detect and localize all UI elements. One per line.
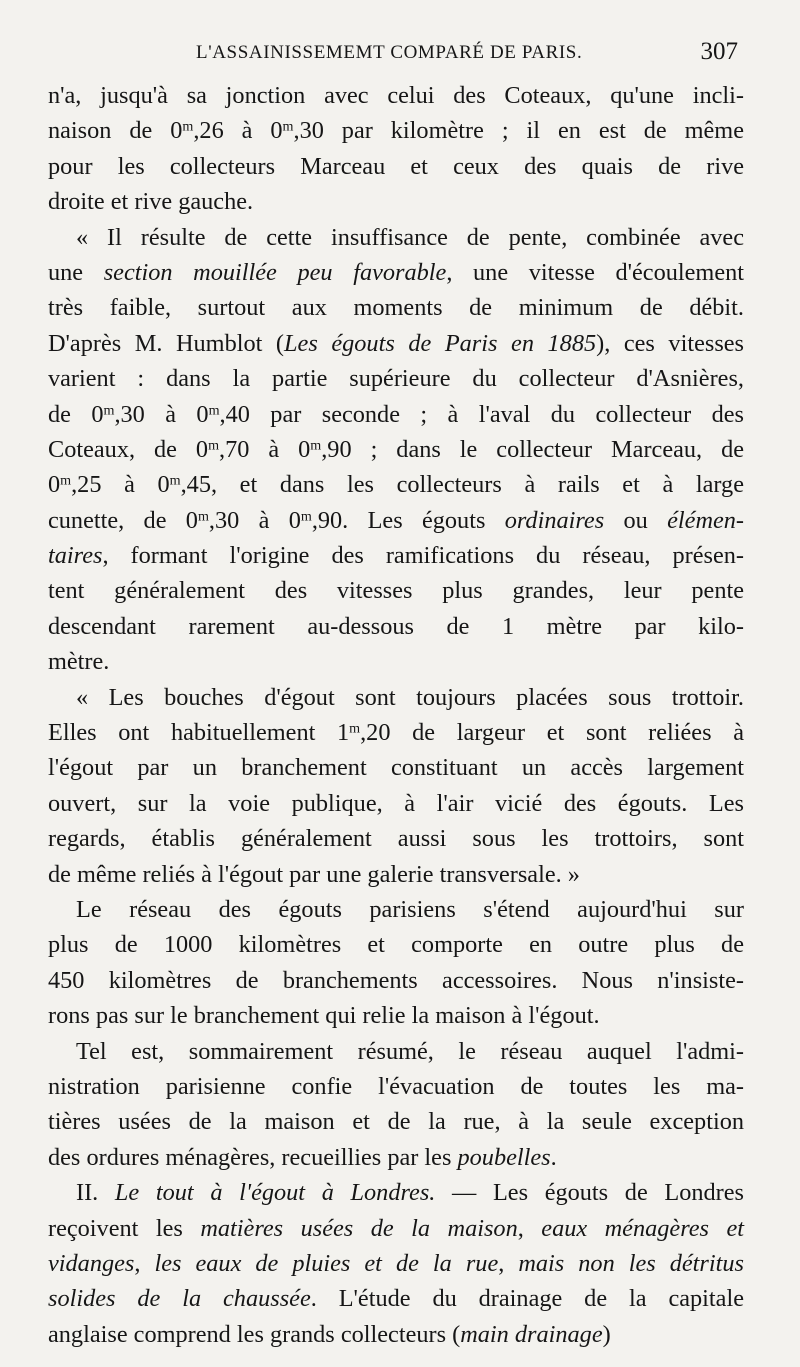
text-line — [48, 149, 744, 184]
text-segment: ,20 de largeur et sont reliées à — [360, 719, 744, 747]
italic-text: élémen- — [667, 506, 745, 534]
text-line — [48, 290, 744, 325]
italic-text: Les égouts de Paris en 1885 — [284, 329, 597, 357]
text-line — [48, 573, 744, 608]
text-segment: regards, établis généralement aussi sous les trottoirs, sont — [48, 825, 744, 853]
text-line — [48, 1246, 744, 1281]
text-line — [48, 609, 744, 644]
text-line — [48, 786, 744, 821]
text-line — [48, 1034, 744, 1069]
text-segment: de même reliés à l'égout par une galerie transversale. » — [48, 860, 580, 888]
unit-superscript: m — [208, 401, 220, 418]
unit-superscript: m — [300, 507, 312, 524]
text-segment: , — [517, 1214, 542, 1242]
text-segment: de 0 — [48, 400, 104, 428]
text-line — [48, 1104, 744, 1139]
text-line — [48, 220, 744, 255]
unit-superscript: m — [310, 437, 322, 454]
text-segment: droite et rive gauche. — [48, 188, 254, 216]
unit-superscript: m — [349, 720, 361, 737]
body-text — [48, 78, 744, 1352]
text-line — [48, 998, 744, 1033]
text-segment: ,45, et dans les collecteurs à rails et à large — [180, 471, 744, 499]
text-segment: , formant l'origine des ramifications du réseau, présen- — [102, 542, 744, 570]
text-segment: ,26 à 0 — [193, 117, 283, 145]
italic-text: les eaux de pluies et de la rue — [154, 1249, 499, 1277]
text-segment: tent généralement des vitesses plus grandes, leur pente — [48, 577, 744, 605]
text-line — [48, 1140, 744, 1175]
text-line — [48, 750, 744, 785]
text-segment: , une vitesse d'écoulement — [446, 258, 745, 286]
text-segment: mètre. — [48, 648, 110, 676]
text-line — [48, 927, 744, 962]
text-segment: 0 — [48, 471, 61, 499]
text-segment: ), ces vitesses — [596, 329, 745, 357]
text-segment: très faible, surtout aux moments de minimum de débit. — [48, 294, 744, 322]
italic-text: main drainage — [460, 1320, 603, 1348]
unit-superscript: m — [169, 472, 181, 489]
text-segment: une — [48, 258, 104, 286]
text-line — [48, 1281, 744, 1316]
text-segment: naison de 0 — [48, 117, 183, 145]
text-line — [48, 326, 744, 361]
text-segment: « Les bouches d'égout sont toujours placées sous trottoir. — [76, 683, 744, 711]
text-segment: , — [134, 1249, 155, 1277]
unit-superscript: m — [60, 472, 72, 489]
unit-superscript: m — [197, 507, 209, 524]
text-line — [48, 963, 744, 998]
page-number: 307 — [700, 38, 738, 65]
text-segment: ,90 ; dans le collecteur Marceau, de — [321, 435, 745, 463]
italic-text: Le tout à l'égout à Londres. — [114, 1179, 436, 1207]
text-segment: « Il résulte de cette insuffisance de pente, combinée avec — [76, 223, 744, 251]
italic-text: vidanges — [48, 1249, 135, 1277]
text-segment: Tel est, sommairement résumé, le réseau auquel l'admi- — [76, 1037, 744, 1065]
text-segment: cunette, de 0 — [48, 506, 198, 534]
text-line — [48, 432, 744, 467]
text-segment: , — [498, 1249, 519, 1277]
text-line — [48, 255, 744, 290]
text-segment: ouvert, sur la voie publique, à l'air vicié des égouts. Les — [48, 789, 744, 817]
text-line — [48, 184, 744, 219]
unit-superscript: m — [208, 437, 220, 454]
text-segment: ,30 à 0 — [114, 400, 209, 428]
text-segment: rons pas sur le branchement qui relie la maison à l'égout. — [48, 1002, 600, 1030]
text-segment: ,25 à 0 — [71, 471, 170, 499]
text-line — [48, 361, 744, 396]
text-line — [48, 680, 744, 715]
text-segment: Coteaux, de 0 — [48, 435, 209, 463]
italic-text: ordinaires — [504, 506, 605, 534]
text-segment: II. — [76, 1179, 115, 1207]
text-line — [48, 1069, 744, 1104]
unit-superscript: m — [103, 401, 115, 418]
text-segment: varient : dans la partie supérieure du collecteur d'Asnières, — [48, 365, 744, 393]
text-segment: Le réseau des égouts parisiens s'étend aujourd'hui sur — [76, 895, 744, 923]
text-segment: — Les égouts de Londres — [435, 1179, 745, 1207]
text-line — [48, 644, 744, 679]
text-segment: ,30 par kilomètre ; il en est de même — [293, 117, 744, 145]
text-segment: ,90. Les égouts — [311, 506, 505, 534]
text-segment: anglaise comprend les grands collecteurs ( — [48, 1320, 461, 1348]
text-line — [48, 113, 744, 148]
italic-text: solides de la chaussée — [48, 1285, 311, 1313]
running-head: L'ASSAINISSEMEMT COMPARÉ DE PARIS. — [196, 42, 583, 63]
text-line — [48, 892, 744, 927]
page-header — [48, 38, 738, 70]
text-segment: ou — [604, 506, 668, 534]
text-segment: l'égout par un branchement constituant un accès largement — [48, 754, 744, 782]
text-segment: des ordures ménagères, recueillies par les — [48, 1143, 458, 1171]
text-line — [48, 538, 744, 573]
italic-text: poubelles — [457, 1143, 551, 1171]
text-line — [48, 78, 744, 113]
text-segment: 450 kilomètres de branchements accessoires. Nous n'insiste- — [48, 966, 744, 994]
text-segment: plus de 1000 kilomètres et comporte en outre plus de — [48, 931, 744, 959]
text-segment: Elles ont habituellement 1 — [48, 719, 350, 747]
text-line — [48, 821, 744, 856]
text-segment: ) — [602, 1320, 611, 1348]
unit-superscript: m — [282, 118, 294, 135]
text-segment: . L'étude du drainage de la capitale — [310, 1285, 744, 1313]
text-segment: pour les collecteurs Marceau et ceux des quais de rive — [48, 152, 744, 180]
text-segment: . — [550, 1143, 557, 1171]
text-segment: descendant rarement au-dessous de 1 mètre par kilo- — [48, 612, 744, 640]
text-line — [48, 715, 744, 750]
italic-text: taires — [48, 542, 103, 570]
text-line — [48, 467, 744, 502]
text-line — [48, 1175, 744, 1210]
text-segment: tières usées de la maison et de la rue, à la seule exception — [48, 1108, 744, 1136]
text-line — [48, 857, 744, 892]
text-segment: ,40 par seconde ; à l'aval du collecteur des — [219, 400, 745, 428]
italic-text: section mouillée peu favorable — [103, 258, 447, 286]
text-segment: nistration parisienne confie l'évacuation de toutes les ma- — [48, 1072, 744, 1100]
text-segment: reçoivent les — [48, 1214, 201, 1242]
text-segment: n'a, jusqu'à sa jonction avec celui des Coteaux, qu'une incli- — [48, 82, 744, 109]
text-segment: ,70 à 0 — [219, 435, 311, 463]
italic-text: eaux ménagères et — [541, 1214, 744, 1242]
text-line — [48, 1317, 744, 1352]
unit-superscript: m — [182, 118, 194, 135]
text-segment: ,30 à 0 — [208, 506, 301, 534]
text-line — [48, 503, 744, 538]
text-line — [48, 397, 744, 432]
italic-text: matières usées de la maison — [200, 1214, 518, 1242]
text-segment: D'après M. Humblot ( — [48, 329, 285, 357]
italic-text: mais non les détritus — [518, 1249, 744, 1277]
text-line — [48, 1211, 744, 1246]
